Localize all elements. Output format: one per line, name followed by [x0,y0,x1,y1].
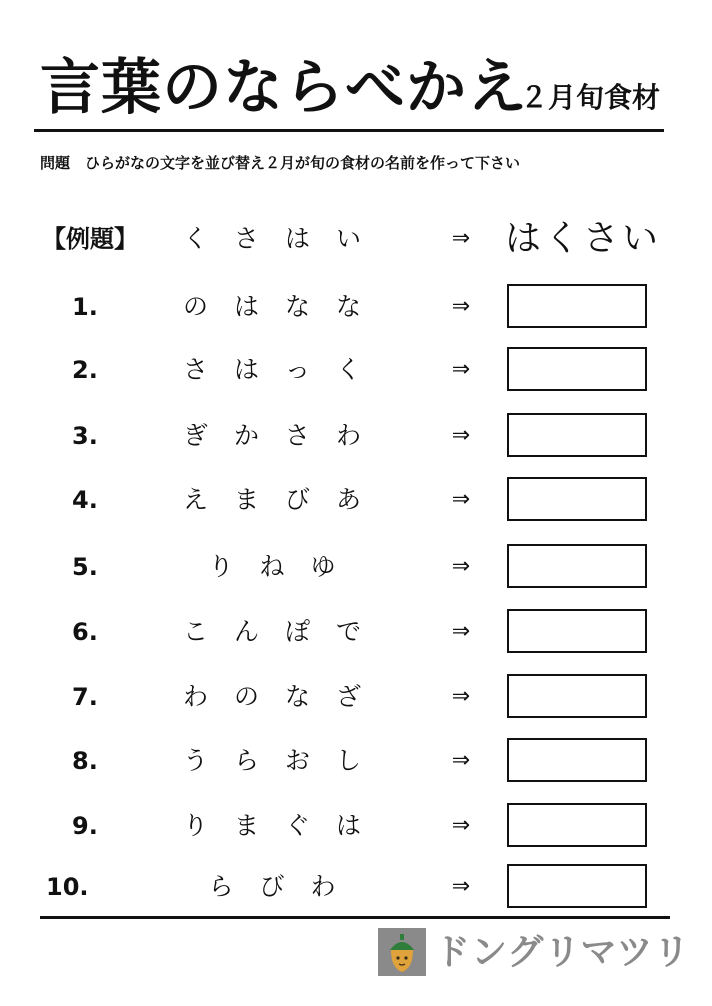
example-label: 【例題】 [42,225,138,253]
question-letters: のはなな [182,292,387,321]
answer-box[interactable] [507,674,647,718]
question-row-2 [0,345,712,395]
question-number: 6. [72,618,98,646]
example-row [0,214,712,264]
answer-box[interactable] [507,413,647,457]
arrow-icon: ⇒ [451,874,471,899]
acorn-icon [378,928,426,976]
question-row-7 [0,672,712,722]
answer-box[interactable] [507,609,647,653]
arrow-icon: ⇒ [451,813,471,838]
title-divider [34,129,664,132]
question-number: 5. [72,553,98,581]
answer-box[interactable] [507,864,647,908]
question-row-3 [0,411,712,461]
instruction-text: 問題 ひらがなの文字を並び替え２月が旬の食材の名前を作って下さい [40,154,521,172]
question-letters: うらおし [182,746,387,775]
question-row-6 [0,607,712,657]
question-row-8 [0,736,712,786]
question-row-10 [0,862,712,912]
question-letters: こんぽで [182,617,387,646]
question-letters: りまぐは [182,811,387,840]
arrow-icon: ⇒ [451,487,471,512]
question-number: 10. [46,873,89,901]
question-number: 4. [72,486,98,514]
worksheet-subtitle: ２月旬食材 [520,81,661,114]
answer-box[interactable] [507,738,647,782]
answer-box[interactable] [507,284,647,328]
arrow-icon: ⇒ [451,748,471,773]
answer-box[interactable] [507,347,647,391]
arrow-icon: ⇒ [451,357,471,382]
worksheet-title: 言葉のならべかえ [40,53,528,123]
question-row-9 [0,801,712,851]
bottom-divider [40,916,670,919]
answer-box[interactable] [507,803,647,847]
answer-box[interactable] [507,544,647,588]
brand-name: ドングリマツリ [434,932,691,973]
question-letters: らびわ [208,872,362,901]
question-letters: さはっく [182,355,387,384]
arrow-icon: ⇒ [451,294,471,319]
question-row-1 [0,282,712,332]
question-letters: わのなざ [182,682,387,711]
question-number: 3. [72,422,98,450]
answer-box[interactable] [507,477,647,521]
example-letters: くさはい [182,224,387,253]
question-letters: ぎかさわ [182,421,387,450]
arrow-icon: ⇒ [451,226,471,251]
question-letters: えまびあ [182,485,387,514]
arrow-icon: ⇒ [451,554,471,579]
question-number: 2. [72,356,98,384]
question-number: 1. [72,293,98,321]
example-answer: はくさい [505,218,662,259]
question-letters: りねゆ [208,552,362,581]
arrow-icon: ⇒ [451,619,471,644]
question-row-5 [0,542,712,592]
question-number: 9. [72,812,98,840]
arrow-icon: ⇒ [451,423,471,448]
question-number: 8. [72,747,98,775]
question-row-4 [0,475,712,525]
arrow-icon: ⇒ [451,684,471,709]
question-number: 7. [72,683,98,711]
